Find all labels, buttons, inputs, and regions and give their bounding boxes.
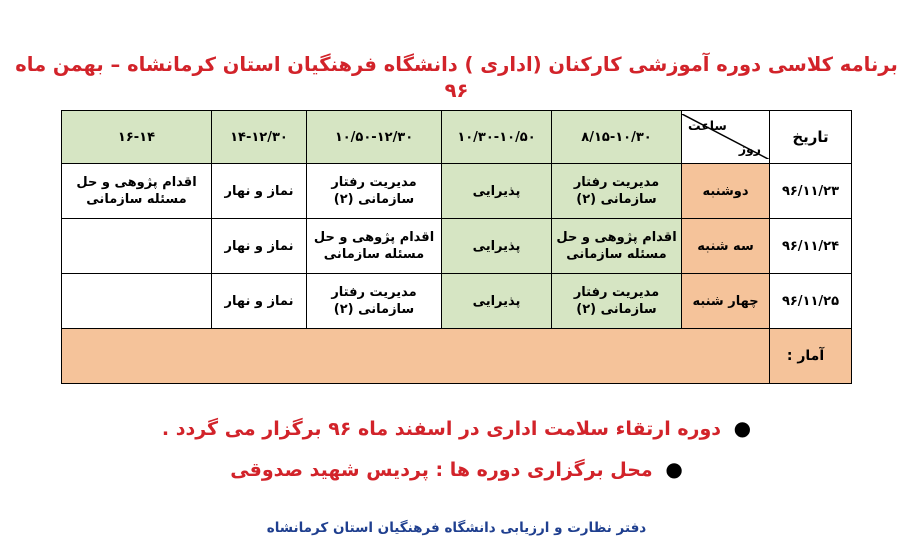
row-cell-slot-3: مدیریت رفتار سازمانی (۲)	[307, 274, 442, 329]
header-time-label: ساعت	[688, 118, 727, 133]
row-cell-slot-3: اقدام پژوهی و حل مسئله سازمانی	[307, 219, 442, 274]
row-cell-slot-2: پذیرایی	[442, 164, 552, 219]
table-row	[62, 274, 852, 329]
stats-row	[62, 329, 852, 384]
schedule-table-wrapper	[62, 110, 852, 384]
table-row	[62, 219, 852, 274]
header-time-slot-2: ۱۰/۳۰-۱۰/۵۰	[442, 111, 552, 164]
row-cell-slot-5: اقدام پژوهی و حل مسئله سازمانی	[62, 164, 212, 219]
row-cell-slot-3: مدیریت رفتار سازمانی (۲)	[307, 164, 442, 219]
page-title: برنامه کلاسی دوره آموزشی کارکنان (اداری ) دانشگاه فرهنگیان استان کرمانشاه – بهمن ماه ۹۶	[15, 53, 898, 102]
bullet-icon: ●	[733, 416, 752, 440]
row-cell-slot-4: نماز و نهار	[212, 274, 307, 329]
row-day: چهار شنبه	[682, 274, 770, 329]
row-date: ۹۶/۱۱/۲۵	[770, 274, 852, 329]
note-text: محل برگزاری دوره ها : پردیس شهید صدوقی	[230, 459, 653, 481]
row-cell-slot-1: مدیریت رفتار سازمانی (۲)	[552, 164, 682, 219]
header-time-slot-3: ۱۰/۵۰-۱۲/۳۰	[307, 111, 442, 164]
row-day: دوشنبه	[682, 164, 770, 219]
row-date: ۹۶/۱۱/۲۳	[770, 164, 852, 219]
row-cell-slot-2: پذیرایی	[442, 219, 552, 274]
header-date: تاریخ	[770, 111, 852, 164]
header-time-slot-5: ۱۶-۱۴	[62, 111, 212, 164]
row-cell-slot-5	[62, 274, 212, 329]
row-day: سه شنبه	[682, 219, 770, 274]
table-header	[62, 111, 852, 164]
row-cell-slot-2: پذیرایی	[442, 274, 552, 329]
row-cell-slot-1: مدیریت رفتار سازمانی (۲)	[552, 274, 682, 329]
list-item	[0, 449, 913, 490]
row-cell-slot-1: اقدام پژوهی و حل مسئله سازمانی	[552, 219, 682, 274]
stats-label: آمار :	[770, 329, 852, 384]
table-row	[62, 164, 852, 219]
stats-value	[62, 329, 770, 384]
header-day-label: روز	[738, 141, 761, 156]
header-time-slot-4: ۱۴-۱۲/۳۰	[212, 111, 307, 164]
row-cell-slot-5	[62, 219, 212, 274]
header-corner-day-time	[682, 111, 770, 164]
note-text: دوره ارتقاء سلامت اداری در اسفند ماه ۹۶ برگزار می گردد .	[161, 418, 722, 440]
list-item	[0, 408, 913, 449]
schedule-table	[61, 110, 852, 384]
footer-text: دفتر نظارت و ارزیابی دانشگاه فرهنگیان استان کرمانشاه	[266, 520, 647, 536]
header-time-slot-1: ۸/۱۵-۱۰/۳۰	[552, 111, 682, 164]
table-body	[62, 164, 852, 384]
notes-list	[0, 408, 913, 490]
row-cell-slot-4: نماز و نهار	[212, 219, 307, 274]
row-date: ۹۶/۱۱/۲۴	[770, 219, 852, 274]
bullet-icon: ●	[665, 457, 683, 481]
row-cell-slot-4: نماز و نهار	[212, 164, 307, 219]
